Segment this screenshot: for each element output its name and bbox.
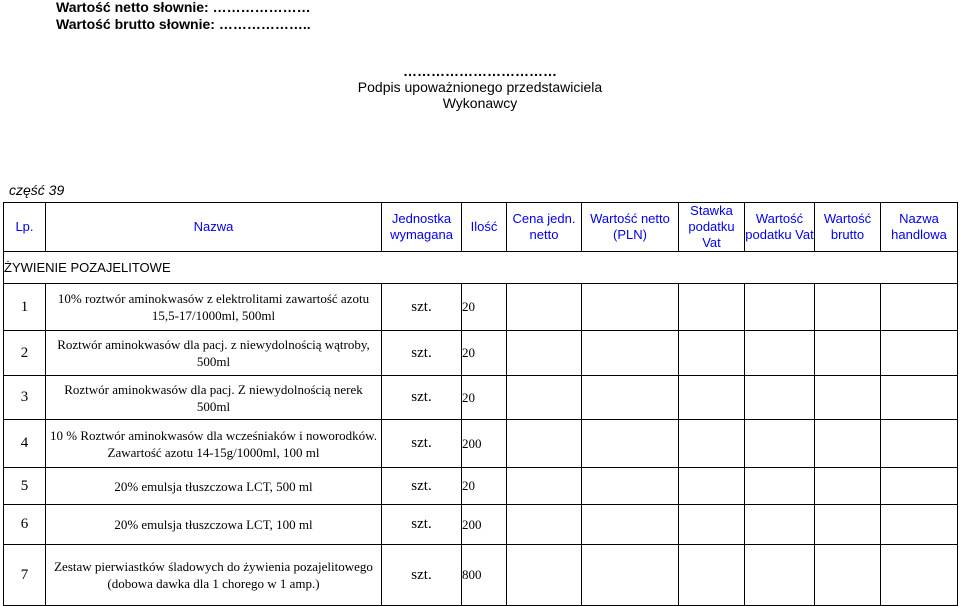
col-header-nazwa-handlowa: Nazwa handlowa: [881, 203, 958, 252]
unit-price-cell: [507, 545, 582, 606]
unit-cell: szt.: [382, 420, 462, 468]
part-label: część 39: [9, 182, 65, 198]
trade-name-cell: [881, 284, 958, 331]
vat-value-cell: [745, 331, 815, 376]
product-name: Zestaw pierwiastków śladowych do żywienia pozajelitowego (dobowa dawka dla 1 chorego w 1 amp.): [46, 545, 382, 606]
brutto-words-line: Wartość brutto słownie: ………………..: [56, 16, 311, 32]
gross-value-cell: [815, 420, 881, 468]
vat-value-cell: [745, 420, 815, 468]
col-header-wartosc-netto: Wartość netto (PLN): [582, 203, 679, 252]
vat-rate-cell: [679, 468, 745, 505]
trade-name-cell: [881, 545, 958, 606]
net-value-cell: [582, 505, 679, 545]
unit-price-cell: [507, 420, 582, 468]
quantity-cell: 200: [462, 505, 507, 545]
col-header-wartosc-podatku: Wartość podatku Vat: [745, 203, 815, 252]
unit-price-cell: [507, 376, 582, 420]
row-number: 7: [4, 545, 46, 606]
unit-cell: szt.: [382, 331, 462, 376]
trade-name-cell: [881, 376, 958, 420]
product-name: Roztwór aminokwasów dla pacj. Z niewydolnością nerek 500ml: [46, 376, 382, 420]
row-number: 5: [4, 468, 46, 505]
vat-rate-cell: [679, 331, 745, 376]
product-name: 20% emulsja tłuszczowa LCT, 500 ml: [46, 468, 382, 505]
quantity-cell: 20: [462, 284, 507, 331]
product-name: 20% emulsja tłuszczowa LCT, 100 ml: [46, 505, 382, 545]
unit-cell: szt.: [382, 505, 462, 545]
product-name: 10% roztwór aminokwasów z elektrolitami zawartość azotu 15,5-17/1000ml, 500ml: [46, 284, 382, 331]
gross-value-cell: [815, 545, 881, 606]
col-header-nazwa: Nazwa: [46, 203, 382, 252]
table-row: [4, 331, 958, 376]
unit-price-cell: [507, 331, 582, 376]
vat-value-cell: [745, 376, 815, 420]
quantity-cell: 20: [462, 468, 507, 505]
row-number: 2: [4, 331, 46, 376]
table-row: [4, 468, 958, 505]
unit-price-cell: [507, 468, 582, 505]
table-row: [4, 545, 958, 606]
signature-role: Wykonawcy: [442, 95, 518, 111]
vat-rate-cell: [679, 376, 745, 420]
row-number: 4: [4, 420, 46, 468]
trade-name-cell: [881, 420, 958, 468]
gross-value-cell: [815, 376, 881, 420]
quantity-cell: 20: [462, 376, 507, 420]
price-table: [3, 202, 958, 606]
header-row: [4, 203, 958, 252]
row-number: 6: [4, 505, 46, 545]
col-header-cena: Cena jedn. netto: [507, 203, 582, 252]
trade-name-cell: [881, 331, 958, 376]
unit-cell: szt.: [382, 376, 462, 420]
product-name: 10 % Roztwór aminokwasów dla wcześniaków i noworodków. Zawartość azotu 14-15g/1000ml, 100 ml: [46, 420, 382, 468]
trade-name-cell: [881, 505, 958, 545]
row-number: 3: [4, 376, 46, 420]
gross-value-cell: [815, 331, 881, 376]
unit-price-cell: [507, 505, 582, 545]
product-name: Roztwór aminokwasów dla pacj. z niewydolnością wątroby, 500ml: [46, 331, 382, 376]
vat-value-cell: [745, 284, 815, 331]
col-header-wartosc-brutto: Wartość brutto: [815, 203, 881, 252]
trade-name-cell: [881, 468, 958, 505]
net-value-cell: [582, 376, 679, 420]
quantity-cell: 200: [462, 420, 507, 468]
table-row: [4, 376, 958, 420]
vat-rate-cell: [679, 420, 745, 468]
gross-value-cell: [815, 284, 881, 331]
row-number: 1: [4, 284, 46, 331]
col-header-jednostka: Jednostka wymagana: [382, 203, 462, 252]
vat-rate-cell: [679, 284, 745, 331]
signature-label: Podpis upoważnionego przedstawiciela: [357, 79, 603, 95]
table-row: [4, 505, 958, 545]
table-row: [4, 420, 958, 468]
net-value-cell: [582, 468, 679, 505]
vat-value-cell: [745, 505, 815, 545]
unit-cell: szt.: [382, 468, 462, 505]
unit-cell: szt.: [382, 284, 462, 331]
vat-rate-cell: [679, 545, 745, 606]
vat-rate-cell: [679, 505, 745, 545]
vat-value-cell: [745, 545, 815, 606]
gross-value-cell: [815, 468, 881, 505]
quantity-cell: 20: [462, 331, 507, 376]
net-value-cell: [582, 284, 679, 331]
netto-words-line: Wartość netto słownie: …………………: [56, 0, 311, 15]
net-value-cell: [582, 420, 679, 468]
net-value-cell: [582, 545, 679, 606]
unit-cell: szt.: [382, 545, 462, 606]
col-header-lp: Lp.: [4, 203, 46, 252]
col-header-stawka: Stawka podatku Vat: [679, 203, 745, 252]
table-row: [4, 284, 958, 331]
quantity-cell: 800: [462, 545, 507, 606]
vat-value-cell: [745, 468, 815, 505]
col-header-ilosc: Ilość: [462, 203, 507, 252]
net-value-cell: [582, 331, 679, 376]
section-title: ŻYWIENIE POZAJELITOWE: [4, 252, 958, 284]
gross-value-cell: [815, 505, 881, 545]
signature-dots: ……………………………: [403, 63, 557, 79]
unit-price-cell: [507, 284, 582, 331]
section-row: [4, 252, 958, 284]
